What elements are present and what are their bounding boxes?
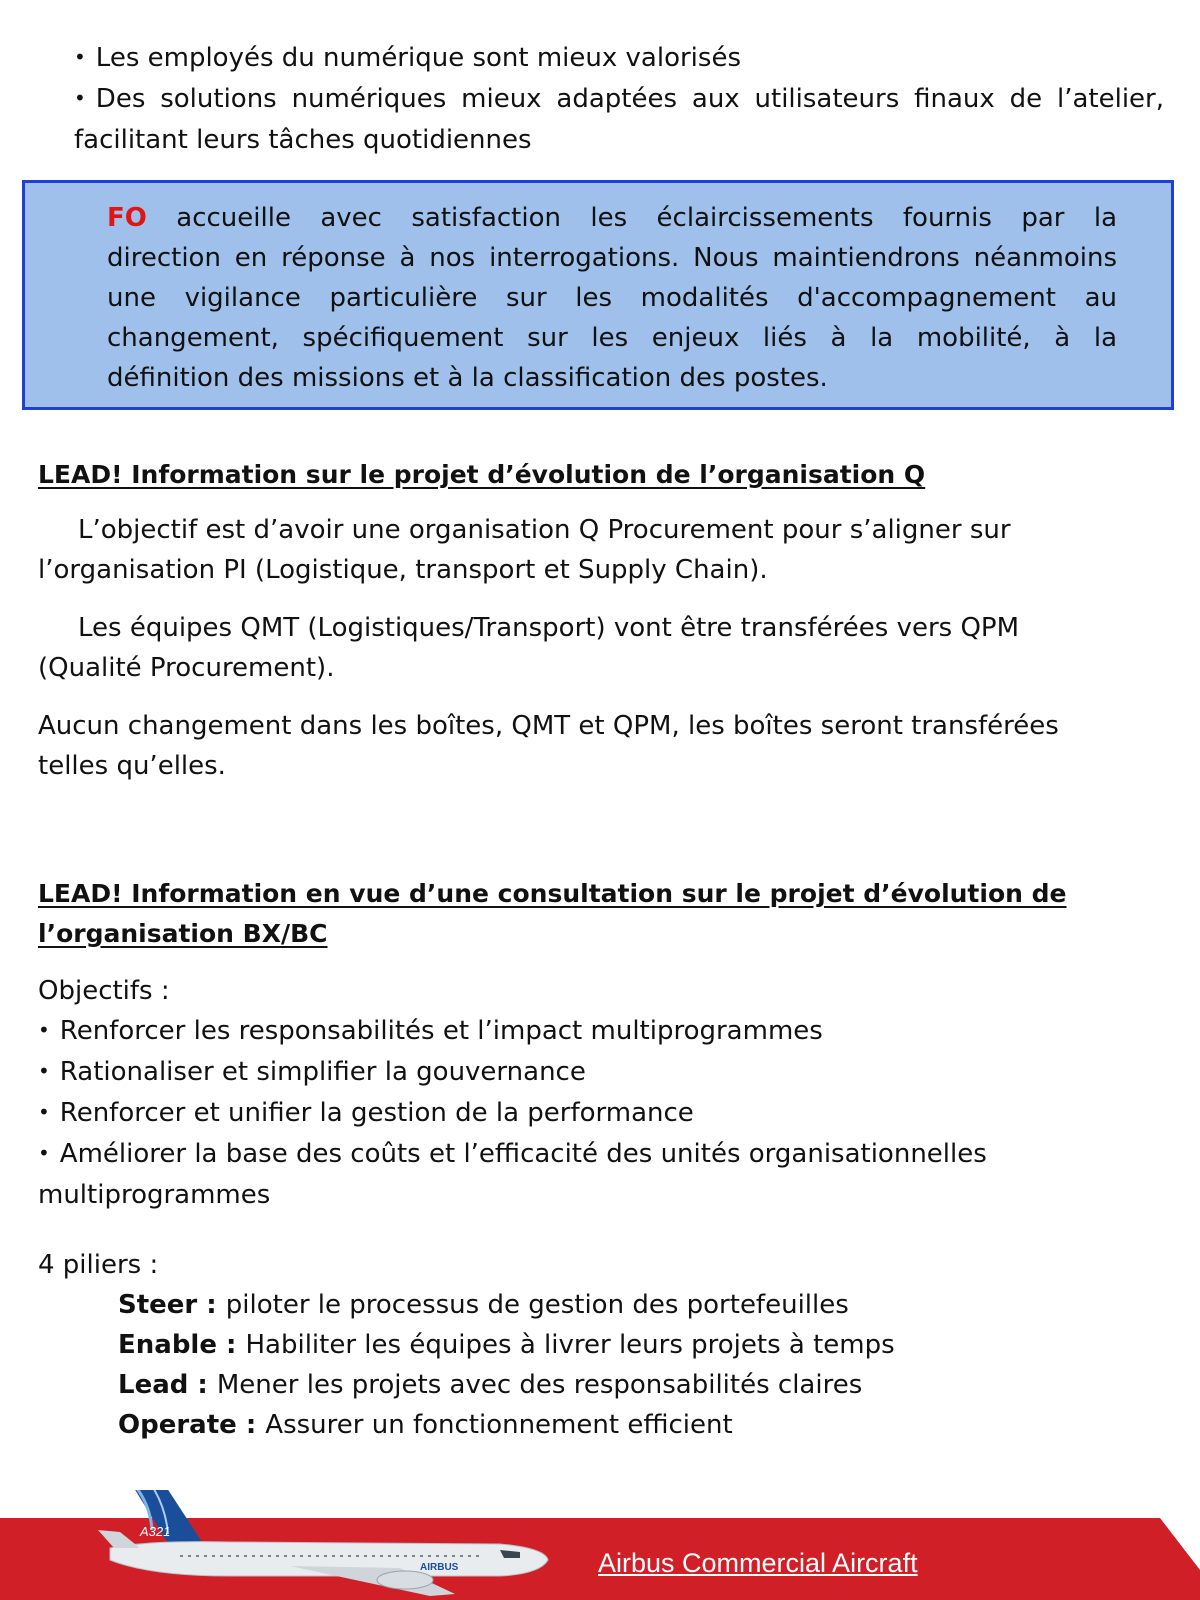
intro-bullets (74, 38, 1164, 160)
paragraph-line: l’organisation PI (Logistique, transport et Supply Chain). (38, 555, 768, 585)
pillar-desc: Assurer un fonctionnement efficient (265, 1410, 733, 1440)
notice-line: définition des missions et à la classification des postes. (107, 363, 828, 393)
section2-title-line: l’organisation BX/BC (38, 919, 328, 948)
footer-link[interactable]: Airbus Commercial Aircraft (598, 1548, 918, 1578)
objectives-list (38, 1011, 1158, 1215)
aircraft-brand-label: AIRBUS (420, 1562, 459, 1573)
notice-line (107, 198, 1117, 238)
objective-item: • Rationaliser et simplifier la gouvernance (38, 1052, 1158, 1093)
pillar-desc: Habiliter les équipes à livrer leurs projets à temps (245, 1330, 895, 1360)
pillars-label: 4 piliers : (38, 1250, 159, 1280)
objectives-label: Objectifs : (38, 976, 170, 1006)
intro-bullet: • Les employés du numérique sont mieux valorisés (74, 38, 1164, 79)
section2-title (38, 874, 1138, 954)
pillars-list (118, 1285, 895, 1445)
intro-bullet: • Des solutions numériques mieux adaptées aux utilisateurs finaux de l’atelier, (74, 79, 1164, 120)
pillar-name: Steer (118, 1290, 198, 1320)
pillar-item: Steer : piloter le processus de gestion des portefeuilles (118, 1290, 849, 1320)
paragraph-line: telles qu’elles. (38, 751, 226, 781)
pillar-name: Lead (118, 1370, 189, 1400)
aircraft-model-label: A321 (140, 1524, 171, 1539)
section1-title: LEAD! Information sur le projet d’évolution de l’organisation Q (38, 460, 926, 489)
section1-paragraph (38, 510, 1138, 590)
fo-notice-box (22, 180, 1174, 410)
pillar-item: Lead : Mener les projets avec des responsabilités claires (118, 1370, 863, 1400)
fo-label: FO (107, 203, 147, 233)
notice-text: accueille avec satisfaction les éclaircissements fournis par la (176, 203, 1117, 233)
paragraph-line: L’objectif est d’avoir une organisation Q Procurement pour s’aligner sur (78, 515, 1011, 545)
section1-paragraph (38, 706, 1138, 786)
intro-bullet-continuation: facilitant leurs tâches quotidiennes (74, 125, 532, 155)
paragraph-line: Aucun changement dans les boîtes, QMT et QPM, les boîtes seront transférées (38, 711, 1059, 741)
pillar-desc: piloter le processus de gestion des portefeuilles (225, 1290, 849, 1320)
pillar-name: Enable (118, 1330, 217, 1360)
notice-line: changement, spécifiquement sur les enjeux liés à la mobilité, à la (107, 323, 1117, 353)
aircraft-engine (377, 1571, 433, 1589)
notice-line: une vigilance particulière sur les modalités d'accompagnement au (107, 283, 1117, 313)
section2-title-line: LEAD! Information en vue d’une consultation sur le projet d’évolution de (38, 879, 1067, 908)
paragraph-line: Les équipes QMT (Logistiques/Transport) vont être transférées vers QPM (78, 613, 1020, 643)
objective-item: • Renforcer les responsabilités et l’impact multiprogrammes (38, 1011, 1158, 1052)
notice-line: direction en réponse à nos interrogations. Nous maintiendrons néanmoins (107, 243, 1117, 273)
pillar-item: Operate : Assurer un fonctionnement efficient (118, 1410, 733, 1440)
footer-banner (0, 1490, 1200, 1600)
objective-continuation: multiprogrammes (38, 1180, 271, 1210)
notice-body (107, 198, 1117, 398)
pillar-name: Operate (118, 1410, 237, 1440)
objective-item: • Améliorer la base des coûts et l’efficacité des unités organisationnelles (38, 1134, 1158, 1175)
section1-paragraph (38, 608, 1138, 688)
paragraph-line: (Qualité Procurement). (38, 653, 335, 683)
objective-item: • Renforcer et unifier la gestion de la performance (38, 1093, 1158, 1134)
pillar-desc: Mener les projets avec des responsabilités claires (216, 1370, 863, 1400)
pillar-item: Enable : Habiliter les équipes à livrer leurs projets à temps (118, 1330, 895, 1360)
